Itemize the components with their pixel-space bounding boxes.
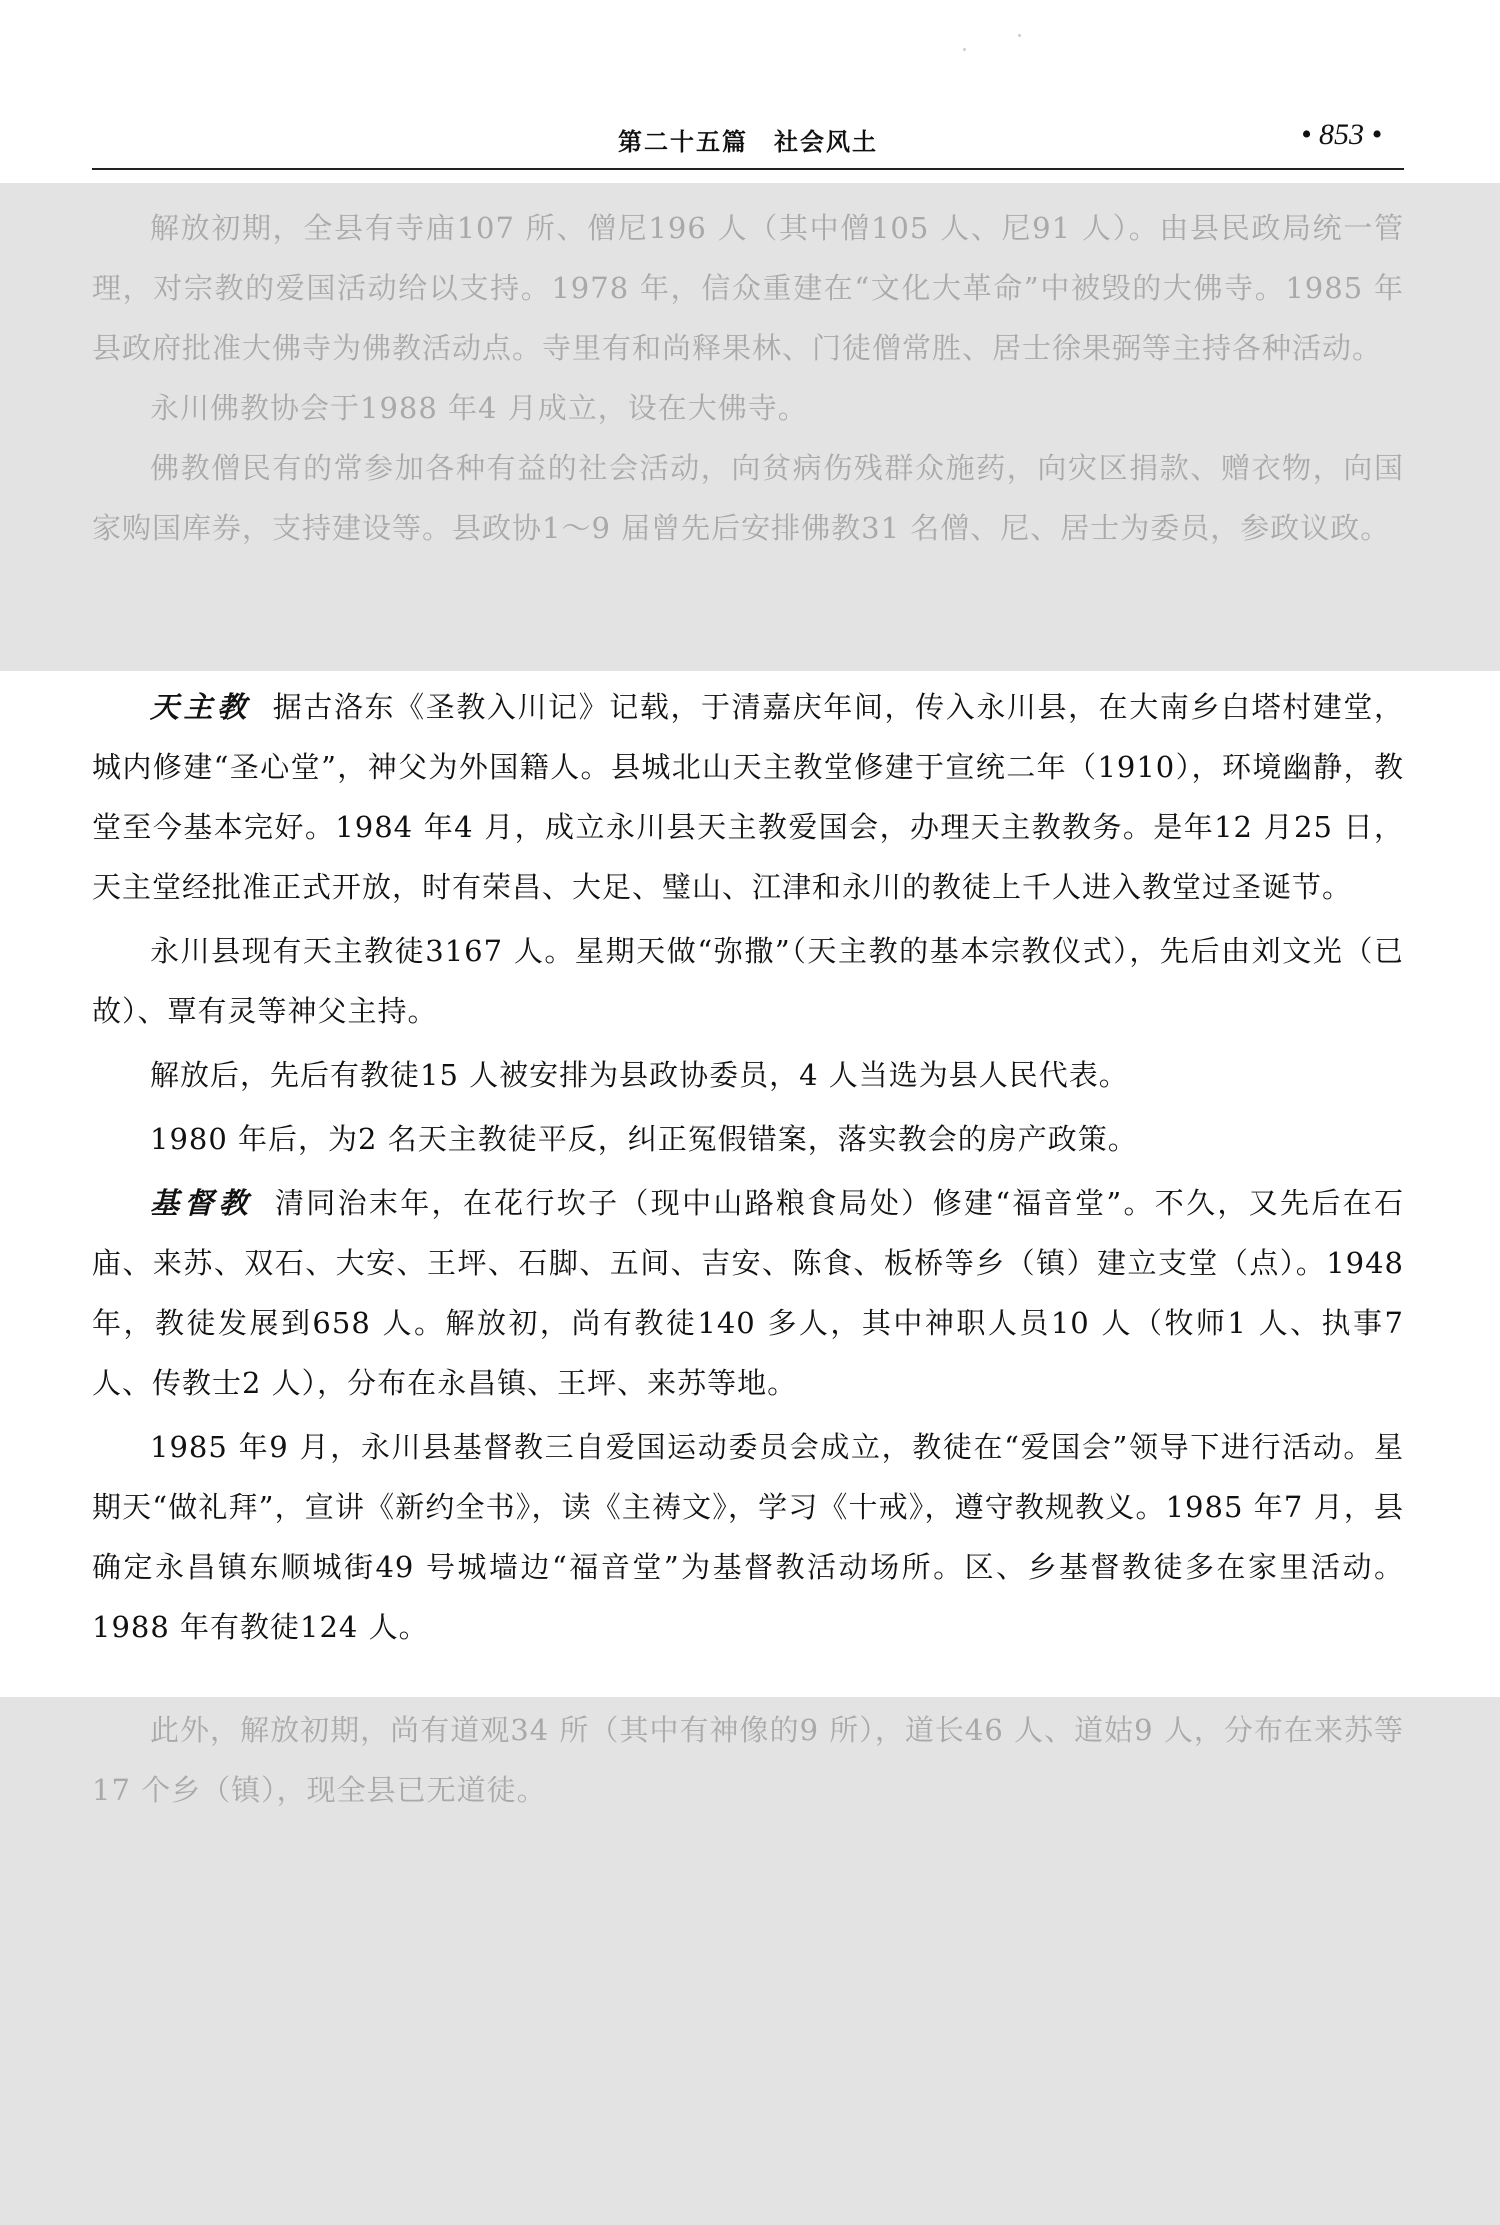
running-title: 第二十五篇 社会风土	[618, 128, 878, 156]
paragraph: 1985 年9 月，永川县基督教三自爱国运动委员会成立，教徒在“爱国会”领导下进行活动。星期天“做礼拜”，宣讲《新约全书》，读《主祷文》，学习《十戒》，遵守教规教义。1985 年7 月，县确定永昌镇东顺城街49 号城墙边“福音堂”为基督教活动场所。区、乡基督教徒多在家里活动。1988 年有教徒124 人。	[92, 1430, 1404, 1644]
scan-speck	[1018, 34, 1021, 37]
page-number: • 853 •	[1300, 118, 1382, 151]
catholic-intro-paragraph	[92, 677, 1404, 917]
paragraph-text: 据古洛东《圣教入川记》记载，于清嘉庆年间，传入永川县，在大南乡白塔村建堂，城内修建“圣心堂”，神父为外国籍人。县城北山天主教堂修建于宣统二年（1910），环境幽静，教堂至今基本完好。1984 年4 月，成立永川县天主教爱国会，办理天主教教务。是年12 月25 日，天主堂经批准正式开放，时有荣昌、大足、璧山、江津和永川的教徒上千人进入教堂过圣诞节。	[92, 690, 1404, 904]
paragraph: 1980 年后，为2 名天主教徒平反，纠正冤假错案，落实教会的房产政策。	[150, 1122, 1138, 1156]
paragraph: 永川县现有天主教徒3167 人。星期天做“弥撒”（天主教的基本宗教仪式），先后由刘文光（已故）、覃有灵等神父主持。	[92, 934, 1404, 1028]
section-term-christian: 基督教	[150, 1186, 253, 1220]
paragraph: 解放初期，全县有寺庙107 所、僧尼196 人（其中僧105 人、尼91 人）。由县民政局统一管理，对宗教的爱国活动给以支持。1978 年，信众重建在“文化大革命”中被毁的大佛寺。1985 年县政府批准大佛寺为佛教活动点。寺里有和尚释果林、门徒僧常胜、居士徐果弼等主持各种活动。	[92, 211, 1404, 365]
buddhism-section	[92, 198, 1404, 558]
scan-speck	[963, 48, 966, 51]
paragraph: 此外，解放初期，尚有道观34 所（其中有神像的9 所），道长46 人、道姑9 人，分布在来苏等17 个乡（镇），现全县已无道徒。	[92, 1713, 1404, 1807]
paragraph: 解放后，先后有教徒15 人被安排为县政协委员，4 人当选为县人民代表。	[150, 1058, 1129, 1092]
paragraph-text: 清同治末年，在花行坎子（现中山路粮食局处）修建“福音堂”。不久，又先后在石庙、来苏、双石、大安、王坪、石脚、五间、吉安、陈食、板桥等乡（镇）建立支堂（点）。1948 年，教徒发展到658 人。解放初，尚有教徒140 多人，其中神职人员10 人（牧师1 人、执事7 人、传教士2 人），分布在永昌镇、王坪、来苏等地。	[92, 1186, 1404, 1400]
taoism-section	[92, 1700, 1404, 1820]
paragraph: 永川佛教协会于1988 年4 月成立，设在大佛寺。	[150, 391, 808, 425]
main-text	[92, 677, 1404, 1657]
section-term-catholic: 天主教	[150, 690, 251, 724]
christian-intro-paragraph	[92, 1173, 1404, 1413]
paragraph: 佛教僧民有的常参加各种有益的社会活动，向贫病伤残群众施药，向灾区捐款、赠衣物，向国家购国库券，支持建设等。县政协1～9 届曾先后安排佛教31 名僧、尼、居士为委员，参政议政。	[92, 451, 1404, 545]
page-header	[92, 118, 1404, 170]
